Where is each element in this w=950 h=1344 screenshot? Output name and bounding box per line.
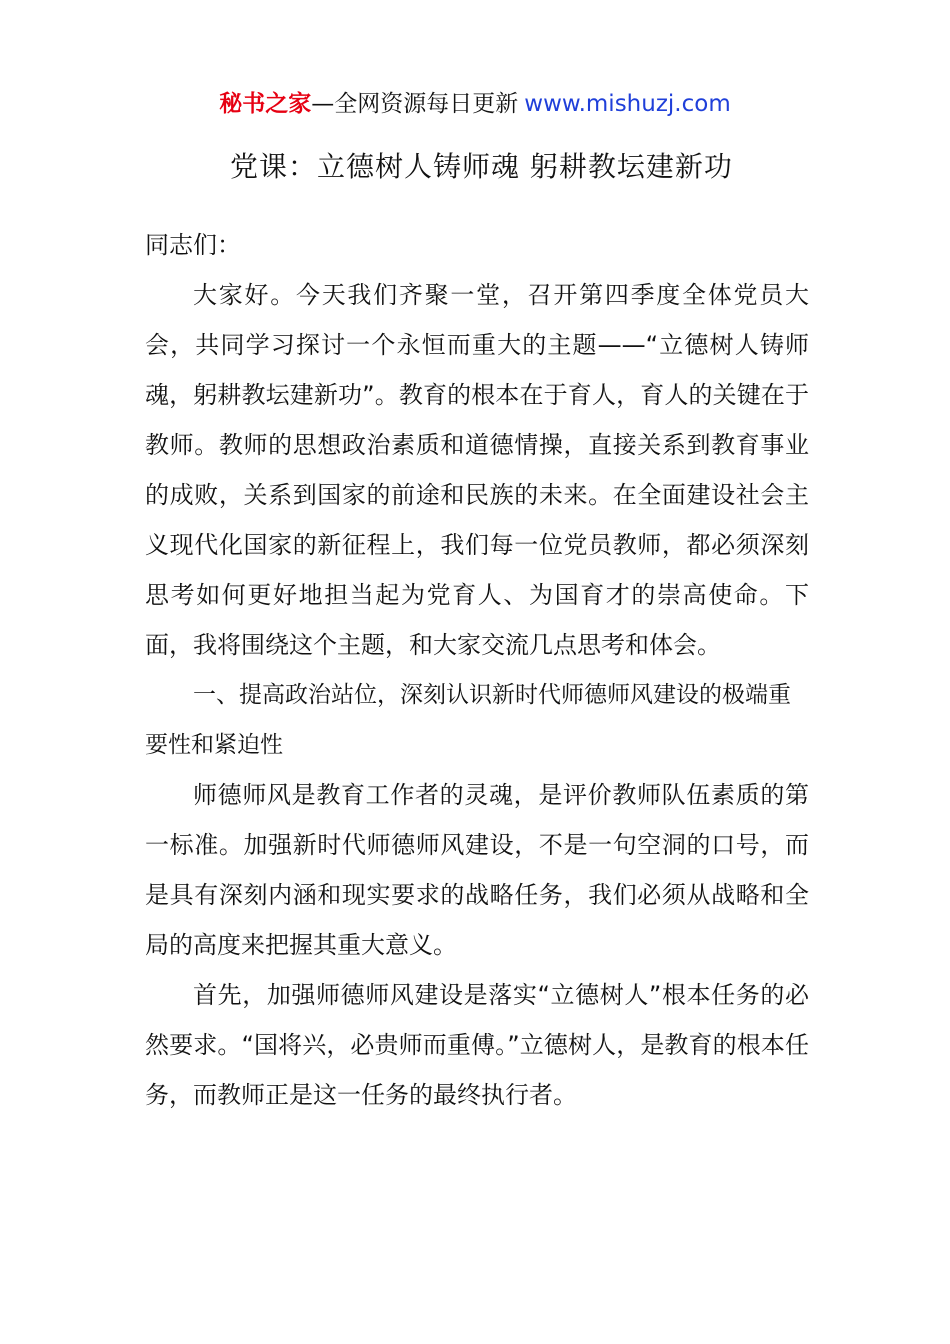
- document-body: [145, 220, 809, 1120]
- salutation: 同志们：: [145, 231, 241, 259]
- site-header: [0, 86, 950, 122]
- section-paragraph: 首先，加强师德师风建设是落实“立德树人”根本任务的必然要求。“国将兴，必贵师而重傅。”立德树人，是教育的根本任务，而教师正是这一任务的最终执行者。: [145, 981, 809, 1109]
- brand-name: 秘书之家: [219, 91, 312, 117]
- header-tagline: 全网资源每日更新: [334, 91, 519, 117]
- section-heading: 一、提高政治站位，深刻认识新时代师德师风建设的极端重要性和紧迫性: [145, 682, 791, 758]
- document-title: 党课：立德树人铸师魂 躬耕教坛建新功: [230, 150, 733, 183]
- header-separator: —: [311, 91, 335, 117]
- site-url-link[interactable]: www.mishuzj.com: [524, 91, 731, 117]
- intro-paragraph: 大家好。今天我们齐聚一堂，召开第四季度全体党员大会，共同学习探讨一个永恒而重大的主题——“立德树人铸师魂，躬耕教坛建新功”。教育的根本在于育人，育人的关键在于教师。教师的思想政治素质和道德情操，直接关系到教育事业的成败，关系到国家的前途和民族的未来。在全面建设社会主义现代化国家的新征程上，我们每一位党员教师，都必须深刻思考如何更好地担当起为党育人、为国育才的崇高使命。下面，我将围绕这个主题，和大家交流几点思考和体会。: [145, 281, 809, 659]
- section-paragraph: 师德师风是教育工作者的灵魂，是评价教师队伍素质的第一标准。加强新时代师德师风建设，不是一句空洞的口号，而是具有深刻内涵和现实要求的战略任务，我们必须从战略和全局的高度来把握其重大意义。: [145, 781, 809, 959]
